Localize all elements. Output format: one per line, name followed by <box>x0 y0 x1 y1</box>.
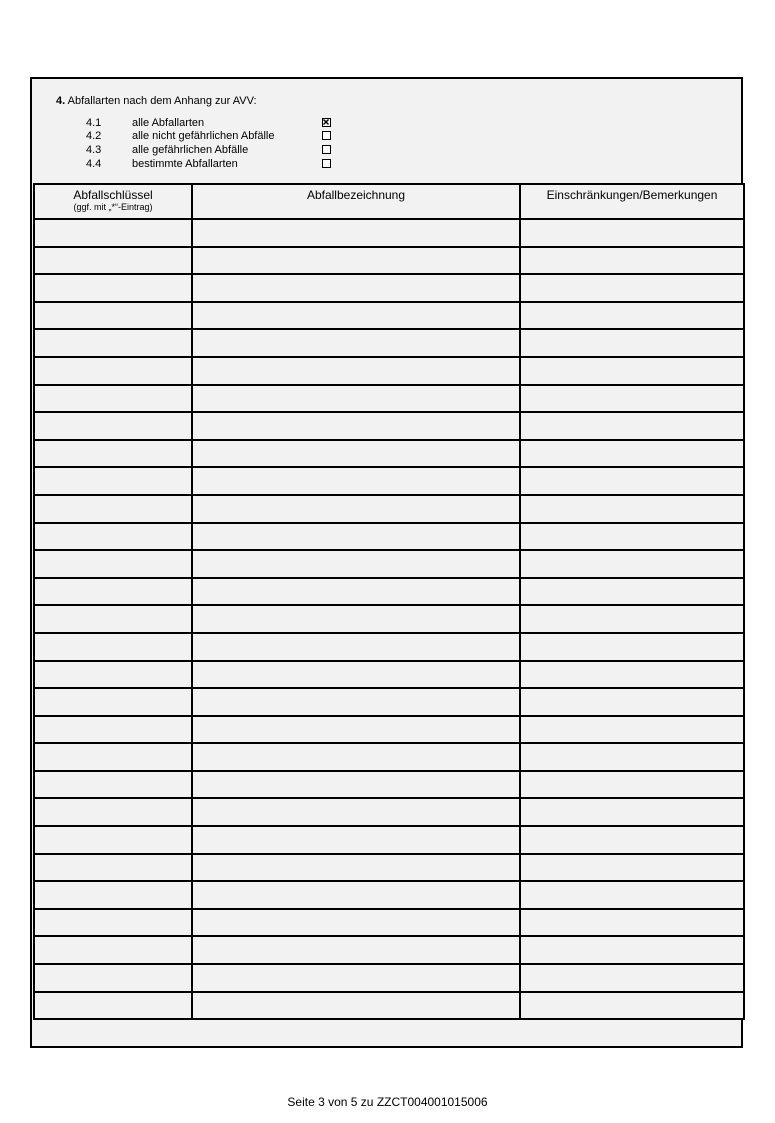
table-row <box>34 329 744 357</box>
cell-remarks[interactable] <box>520 854 744 882</box>
cell-remarks[interactable] <box>520 661 744 689</box>
cell-waste-name[interactable] <box>192 881 520 909</box>
cell-remarks[interactable] <box>520 440 744 468</box>
table-row <box>34 881 744 909</box>
cell-remarks[interactable] <box>520 605 744 633</box>
section-number: 4. <box>56 95 66 107</box>
cell-remarks[interactable] <box>520 881 744 909</box>
header-waste-key <box>34 184 192 219</box>
table-row <box>34 412 744 440</box>
table-row <box>34 964 744 992</box>
cell-waste-key[interactable] <box>34 964 192 992</box>
cell-waste-key[interactable] <box>34 605 192 633</box>
table-row <box>34 467 744 495</box>
table-row <box>34 550 744 578</box>
cell-remarks[interactable] <box>520 743 744 771</box>
cell-waste-key[interactable] <box>34 688 192 716</box>
cell-waste-name[interactable] <box>192 743 520 771</box>
option-label: bestimmte Abfallarten <box>132 158 238 170</box>
cell-waste-key[interactable] <box>34 412 192 440</box>
waste-type-table <box>33 183 745 1020</box>
cell-waste-key[interactable] <box>34 854 192 882</box>
section-heading <box>56 95 257 107</box>
table-row <box>34 605 744 633</box>
cell-remarks[interactable] <box>520 467 744 495</box>
cell-waste-key[interactable] <box>34 550 192 578</box>
cell-remarks[interactable] <box>520 219 744 247</box>
cell-waste-name[interactable] <box>192 550 520 578</box>
cell-remarks[interactable] <box>520 633 744 661</box>
cell-remarks[interactable] <box>520 688 744 716</box>
header-waste-key-note: (ggf. mit „*“-Eintrag) <box>73 202 153 212</box>
cell-waste-key[interactable] <box>34 633 192 661</box>
table-row <box>34 219 744 247</box>
table-row <box>34 357 744 385</box>
checkmark-x-icon <box>323 119 329 125</box>
cell-remarks[interactable] <box>520 992 744 1020</box>
cell-remarks[interactable] <box>520 798 744 826</box>
cell-waste-name[interactable] <box>192 633 520 661</box>
cell-waste-key[interactable] <box>34 826 192 854</box>
table-header-row <box>34 184 744 219</box>
cell-remarks[interactable] <box>520 329 744 357</box>
cell-waste-name[interactable] <box>192 219 520 247</box>
cell-waste-key[interactable] <box>34 440 192 468</box>
cell-waste-name[interactable] <box>192 357 520 385</box>
cell-waste-name[interactable] <box>192 440 520 468</box>
cell-waste-name[interactable] <box>192 385 520 413</box>
cell-waste-key[interactable] <box>34 523 192 551</box>
option-label: alle gefährlichen Abfälle <box>132 144 249 156</box>
table-row <box>34 798 744 826</box>
cell-waste-name[interactable] <box>192 605 520 633</box>
page-footer: Seite 3 von 5 zu ZZCT004001015006 <box>287 1095 488 1109</box>
cell-remarks[interactable] <box>520 495 744 523</box>
cell-remarks[interactable] <box>520 964 744 992</box>
cell-waste-key[interactable] <box>34 881 192 909</box>
option-number: 4.1 <box>86 117 102 129</box>
cell-remarks[interactable] <box>520 247 744 275</box>
cell-waste-key[interactable] <box>34 578 192 606</box>
table-row <box>34 826 744 854</box>
option-number: 4.3 <box>86 144 102 156</box>
cell-waste-key[interactable] <box>34 798 192 826</box>
cell-remarks[interactable] <box>520 936 744 964</box>
header-remarks: Einschränkungen/Bemerkungen <box>520 184 744 219</box>
table-row <box>34 661 744 689</box>
cell-remarks[interactable] <box>520 302 744 330</box>
table-row <box>34 716 744 744</box>
option-number: 4.2 <box>86 130 102 142</box>
cell-remarks[interactable] <box>520 578 744 606</box>
cell-waste-name[interactable] <box>192 578 520 606</box>
cell-waste-key[interactable] <box>34 274 192 302</box>
checkbox-specific-types[interactable] <box>322 159 331 168</box>
cell-waste-name[interactable] <box>192 523 520 551</box>
cell-waste-key[interactable] <box>34 467 192 495</box>
table-row <box>34 578 744 606</box>
cell-waste-key[interactable] <box>34 219 192 247</box>
cell-waste-name[interactable] <box>192 467 520 495</box>
table-row <box>34 633 744 661</box>
checkbox-hazardous[interactable] <box>322 145 331 154</box>
cell-waste-key[interactable] <box>34 771 192 799</box>
cell-waste-name[interactable] <box>192 412 520 440</box>
cell-waste-key[interactable] <box>34 909 192 937</box>
header-waste-name: Abfallbezeichnung <box>192 184 520 219</box>
cell-waste-name[interactable] <box>192 964 520 992</box>
header-waste-key-label: Abfallschlüssel <box>73 188 153 202</box>
cell-waste-name[interactable] <box>192 661 520 689</box>
checkbox-non-hazardous[interactable] <box>322 131 331 140</box>
checkbox-all-waste-types[interactable] <box>322 118 331 127</box>
cell-waste-key[interactable] <box>34 992 192 1020</box>
table-body <box>34 219 744 1019</box>
cell-waste-name[interactable] <box>192 302 520 330</box>
cell-remarks[interactable] <box>520 716 744 744</box>
table-row <box>34 302 744 330</box>
option-number: 4.4 <box>86 158 102 170</box>
cell-remarks[interactable] <box>520 826 744 854</box>
cell-waste-key[interactable] <box>34 385 192 413</box>
cell-waste-key[interactable] <box>34 329 192 357</box>
cell-waste-name[interactable] <box>192 771 520 799</box>
cell-remarks[interactable] <box>520 771 744 799</box>
cell-waste-name[interactable] <box>192 909 520 937</box>
cell-waste-name[interactable] <box>192 247 520 275</box>
cell-waste-key[interactable] <box>34 936 192 964</box>
cell-waste-name[interactable] <box>192 329 520 357</box>
cell-remarks[interactable] <box>520 357 744 385</box>
table-row <box>34 523 744 551</box>
table-row <box>34 743 744 771</box>
cell-remarks[interactable] <box>520 385 744 413</box>
cell-waste-name[interactable] <box>192 688 520 716</box>
cell-waste-key[interactable] <box>34 247 192 275</box>
cell-waste-key[interactable] <box>34 716 192 744</box>
table-row <box>34 495 744 523</box>
cell-remarks[interactable] <box>520 274 744 302</box>
cell-waste-key[interactable] <box>34 302 192 330</box>
cell-waste-name[interactable] <box>192 798 520 826</box>
table-row <box>34 247 744 275</box>
cell-waste-name[interactable] <box>192 854 520 882</box>
table-row <box>34 909 744 937</box>
table-row <box>34 992 744 1020</box>
cell-waste-key[interactable] <box>34 743 192 771</box>
cell-waste-name[interactable] <box>192 826 520 854</box>
cell-remarks[interactable] <box>520 523 744 551</box>
cell-waste-name[interactable] <box>192 274 520 302</box>
cell-waste-name[interactable] <box>192 992 520 1020</box>
table-row <box>34 274 744 302</box>
option-label: alle Abfallarten <box>132 117 205 129</box>
table-row <box>34 440 744 468</box>
section-title: Abfallarten nach dem Anhang zur AVV: <box>67 95 257 107</box>
cell-waste-key[interactable] <box>34 495 192 523</box>
cell-remarks[interactable] <box>520 412 744 440</box>
cell-waste-name[interactable] <box>192 936 520 964</box>
cell-remarks[interactable] <box>520 550 744 578</box>
cell-remarks[interactable] <box>520 909 744 937</box>
cell-waste-name[interactable] <box>192 716 520 744</box>
table-row <box>34 771 744 799</box>
cell-waste-key[interactable] <box>34 357 192 385</box>
table-row <box>34 385 744 413</box>
cell-waste-key[interactable] <box>34 661 192 689</box>
table-row <box>34 854 744 882</box>
cell-waste-name[interactable] <box>192 495 520 523</box>
option-label: alle nicht gefährlichen Abfälle <box>132 130 275 142</box>
table-row <box>34 688 744 716</box>
table-row <box>34 936 744 964</box>
